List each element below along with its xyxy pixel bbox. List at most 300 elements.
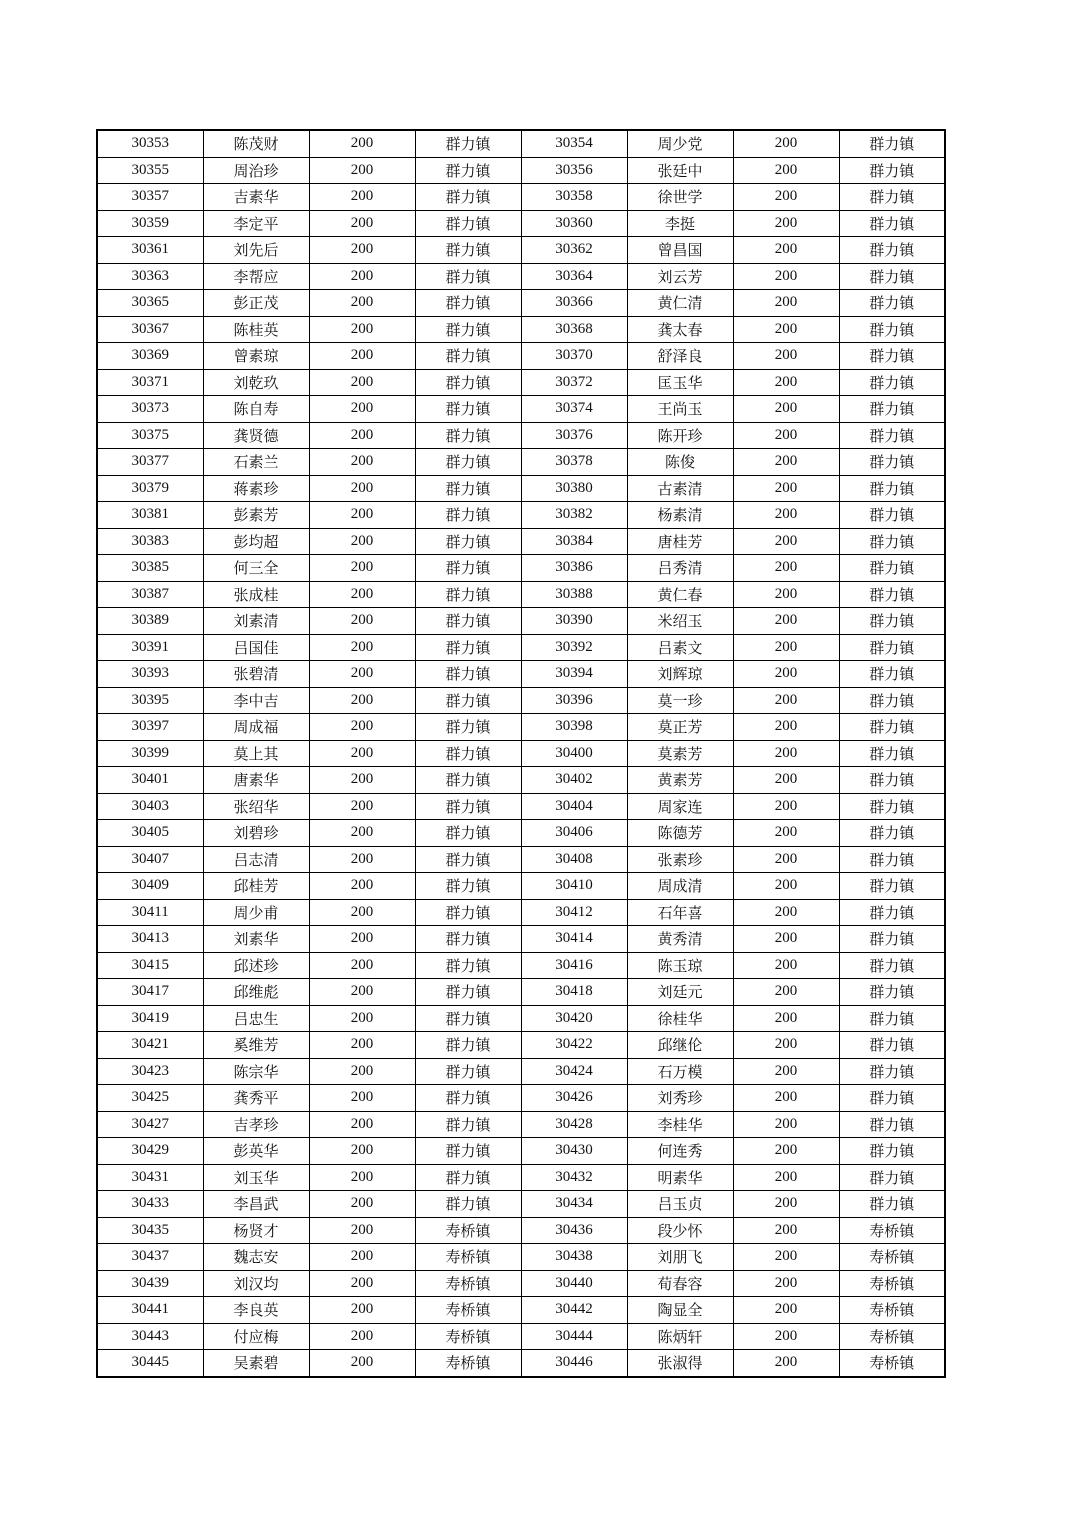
town-cell: 群力镇 [415, 184, 521, 211]
town-cell: 群力镇 [839, 157, 945, 184]
table-row [97, 157, 945, 184]
id-cell: 30376 [521, 422, 627, 449]
name-cell: 龚太春 [627, 316, 733, 343]
town-cell: 群力镇 [415, 316, 521, 343]
town-cell: 群力镇 [415, 1085, 521, 1112]
town-cell: 群力镇 [839, 1005, 945, 1032]
name-cell: 何三全 [203, 555, 309, 582]
name-cell: 莫上其 [203, 740, 309, 767]
name-cell: 曾昌国 [627, 237, 733, 264]
id-cell: 30364 [521, 263, 627, 290]
name-cell: 李良英 [203, 1297, 309, 1324]
amount-cell: 200 [733, 210, 839, 237]
amount-cell: 200 [309, 581, 415, 608]
table-row [97, 502, 945, 529]
id-cell: 30442 [521, 1297, 627, 1324]
amount-cell: 200 [733, 1111, 839, 1138]
amount-cell: 200 [733, 581, 839, 608]
amount-cell: 200 [733, 979, 839, 1006]
id-cell: 30404 [521, 793, 627, 820]
name-cell: 邱维彪 [203, 979, 309, 1006]
name-cell: 刘素华 [203, 926, 309, 953]
id-cell: 30443 [97, 1323, 203, 1350]
town-cell: 群力镇 [415, 1111, 521, 1138]
town-cell: 群力镇 [415, 1032, 521, 1059]
name-cell: 彭正茂 [203, 290, 309, 317]
table-row [97, 475, 945, 502]
id-cell: 30390 [521, 608, 627, 635]
town-cell: 群力镇 [415, 555, 521, 582]
id-cell: 30381 [97, 502, 203, 529]
name-cell: 段少怀 [627, 1217, 733, 1244]
table-row [97, 952, 945, 979]
amount-cell: 200 [309, 1270, 415, 1297]
name-cell: 李定平 [203, 210, 309, 237]
table-row [97, 449, 945, 476]
id-cell: 30405 [97, 820, 203, 847]
table-row [97, 1297, 945, 1324]
name-cell: 刘秀珍 [627, 1085, 733, 1112]
roster-table [96, 129, 946, 1378]
amount-cell: 200 [309, 926, 415, 953]
id-cell: 30428 [521, 1111, 627, 1138]
id-cell: 30445 [97, 1350, 203, 1377]
town-cell: 群力镇 [415, 873, 521, 900]
amount-cell: 200 [733, 475, 839, 502]
table-row [97, 820, 945, 847]
id-cell: 30383 [97, 528, 203, 555]
name-cell: 石素兰 [203, 449, 309, 476]
name-cell: 付应梅 [203, 1323, 309, 1350]
name-cell: 石万模 [627, 1058, 733, 1085]
table-row [97, 1085, 945, 1112]
amount-cell: 200 [309, 793, 415, 820]
id-cell: 30353 [97, 130, 203, 157]
name-cell: 曾素琼 [203, 343, 309, 370]
name-cell: 陈德芳 [627, 820, 733, 847]
name-cell: 刘玉华 [203, 1164, 309, 1191]
id-cell: 30436 [521, 1217, 627, 1244]
amount-cell: 200 [309, 1005, 415, 1032]
table-row [97, 873, 945, 900]
amount-cell: 200 [309, 1244, 415, 1271]
name-cell: 张廷中 [627, 157, 733, 184]
amount-cell: 200 [309, 343, 415, 370]
amount-cell: 200 [309, 1138, 415, 1165]
id-cell: 30439 [97, 1270, 203, 1297]
town-cell: 群力镇 [415, 157, 521, 184]
amount-cell: 200 [309, 316, 415, 343]
town-cell: 群力镇 [415, 661, 521, 688]
table-row [97, 1005, 945, 1032]
amount-cell: 200 [309, 661, 415, 688]
id-cell: 30394 [521, 661, 627, 688]
id-cell: 30403 [97, 793, 203, 820]
id-cell: 30444 [521, 1323, 627, 1350]
town-cell: 群力镇 [415, 528, 521, 555]
id-cell: 30430 [521, 1138, 627, 1165]
amount-cell: 200 [309, 290, 415, 317]
town-cell: 寿桥镇 [415, 1217, 521, 1244]
town-cell: 群力镇 [839, 714, 945, 741]
town-cell: 群力镇 [415, 634, 521, 661]
amount-cell: 200 [733, 184, 839, 211]
town-cell: 群力镇 [415, 1138, 521, 1165]
id-cell: 30387 [97, 581, 203, 608]
amount-cell: 200 [309, 846, 415, 873]
table-row [97, 581, 945, 608]
town-cell: 群力镇 [415, 1005, 521, 1032]
town-cell: 群力镇 [839, 1058, 945, 1085]
name-cell: 周少甫 [203, 899, 309, 926]
name-cell: 张素珍 [627, 846, 733, 873]
town-cell: 寿桥镇 [839, 1323, 945, 1350]
id-cell: 30438 [521, 1244, 627, 1271]
amount-cell: 200 [309, 210, 415, 237]
name-cell: 吕素文 [627, 634, 733, 661]
id-cell: 30426 [521, 1085, 627, 1112]
id-cell: 30421 [97, 1032, 203, 1059]
id-cell: 30388 [521, 581, 627, 608]
table-row [97, 263, 945, 290]
amount-cell: 200 [309, 714, 415, 741]
name-cell: 唐素华 [203, 767, 309, 794]
town-cell: 寿桥镇 [839, 1270, 945, 1297]
amount-cell: 200 [733, 1270, 839, 1297]
table-row [97, 687, 945, 714]
amount-cell: 200 [733, 926, 839, 953]
town-cell: 群力镇 [415, 237, 521, 264]
town-cell: 群力镇 [839, 1085, 945, 1112]
id-cell: 30431 [97, 1164, 203, 1191]
id-cell: 30357 [97, 184, 203, 211]
name-cell: 吕玉贞 [627, 1191, 733, 1218]
amount-cell: 200 [733, 316, 839, 343]
town-cell: 群力镇 [415, 369, 521, 396]
town-cell: 群力镇 [415, 1164, 521, 1191]
name-cell: 吕秀清 [627, 555, 733, 582]
town-cell: 寿桥镇 [415, 1297, 521, 1324]
name-cell: 张成桂 [203, 581, 309, 608]
id-cell: 30432 [521, 1164, 627, 1191]
town-cell: 群力镇 [415, 926, 521, 953]
name-cell: 吕国佳 [203, 634, 309, 661]
id-cell: 30408 [521, 846, 627, 873]
amount-cell: 200 [309, 422, 415, 449]
table-row [97, 740, 945, 767]
town-cell: 群力镇 [839, 926, 945, 953]
name-cell: 黄仁春 [627, 581, 733, 608]
amount-cell: 200 [733, 1297, 839, 1324]
name-cell: 刘汉均 [203, 1270, 309, 1297]
town-cell: 群力镇 [415, 846, 521, 873]
town-cell: 群力镇 [839, 846, 945, 873]
id-cell: 30393 [97, 661, 203, 688]
table-row [97, 555, 945, 582]
town-cell: 群力镇 [839, 1138, 945, 1165]
town-cell: 群力镇 [839, 767, 945, 794]
town-cell: 群力镇 [415, 449, 521, 476]
id-cell: 30363 [97, 263, 203, 290]
town-cell: 群力镇 [415, 714, 521, 741]
id-cell: 30406 [521, 820, 627, 847]
name-cell: 古素清 [627, 475, 733, 502]
id-cell: 30417 [97, 979, 203, 1006]
name-cell: 魏志安 [203, 1244, 309, 1271]
town-cell: 群力镇 [839, 130, 945, 157]
id-cell: 30402 [521, 767, 627, 794]
id-cell: 30422 [521, 1032, 627, 1059]
amount-cell: 200 [309, 1164, 415, 1191]
id-cell: 30365 [97, 290, 203, 317]
amount-cell: 200 [309, 449, 415, 476]
amount-cell: 200 [309, 608, 415, 635]
id-cell: 30440 [521, 1270, 627, 1297]
town-cell: 群力镇 [415, 899, 521, 926]
id-cell: 30427 [97, 1111, 203, 1138]
name-cell: 米绍玉 [627, 608, 733, 635]
amount-cell: 200 [309, 740, 415, 767]
name-cell: 周少党 [627, 130, 733, 157]
amount-cell: 200 [733, 873, 839, 900]
table-row [97, 1191, 945, 1218]
name-cell: 吕忠生 [203, 1005, 309, 1032]
town-cell: 群力镇 [839, 502, 945, 529]
table-row [97, 926, 945, 953]
town-cell: 群力镇 [415, 979, 521, 1006]
id-cell: 30441 [97, 1297, 203, 1324]
name-cell: 徐世学 [627, 184, 733, 211]
town-cell: 群力镇 [415, 422, 521, 449]
town-cell: 群力镇 [839, 316, 945, 343]
name-cell: 陈开珍 [627, 422, 733, 449]
table-row [97, 1111, 945, 1138]
table-row [97, 237, 945, 264]
amount-cell: 200 [309, 1191, 415, 1218]
amount-cell: 200 [309, 979, 415, 1006]
id-cell: 30370 [521, 343, 627, 370]
name-cell: 石年喜 [627, 899, 733, 926]
id-cell: 30410 [521, 873, 627, 900]
id-cell: 30359 [97, 210, 203, 237]
table-row [97, 184, 945, 211]
town-cell: 群力镇 [839, 449, 945, 476]
amount-cell: 200 [733, 661, 839, 688]
amount-cell: 200 [309, 1297, 415, 1324]
id-cell: 30423 [97, 1058, 203, 1085]
amount-cell: 200 [733, 555, 839, 582]
name-cell: 刘云芳 [627, 263, 733, 290]
id-cell: 30401 [97, 767, 203, 794]
amount-cell: 200 [309, 555, 415, 582]
table-row [97, 899, 945, 926]
id-cell: 30419 [97, 1005, 203, 1032]
town-cell: 群力镇 [839, 528, 945, 555]
amount-cell: 200 [309, 263, 415, 290]
table-row [97, 528, 945, 555]
amount-cell: 200 [309, 687, 415, 714]
table-row [97, 1270, 945, 1297]
town-cell: 寿桥镇 [415, 1323, 521, 1350]
name-cell: 李桂华 [627, 1111, 733, 1138]
town-cell: 群力镇 [415, 290, 521, 317]
id-cell: 30429 [97, 1138, 203, 1165]
id-cell: 30420 [521, 1005, 627, 1032]
amount-cell: 200 [733, 952, 839, 979]
id-cell: 30437 [97, 1244, 203, 1271]
id-cell: 30396 [521, 687, 627, 714]
id-cell: 30377 [97, 449, 203, 476]
town-cell: 群力镇 [839, 475, 945, 502]
town-cell: 寿桥镇 [839, 1217, 945, 1244]
town-cell: 群力镇 [415, 130, 521, 157]
table-row [97, 661, 945, 688]
amount-cell: 200 [733, 343, 839, 370]
town-cell: 寿桥镇 [839, 1244, 945, 1271]
amount-cell: 200 [733, 687, 839, 714]
amount-cell: 200 [309, 1323, 415, 1350]
table-row [97, 210, 945, 237]
name-cell: 王尚玉 [627, 396, 733, 423]
id-cell: 30392 [521, 634, 627, 661]
town-cell: 群力镇 [839, 422, 945, 449]
id-cell: 30373 [97, 396, 203, 423]
amount-cell: 200 [309, 820, 415, 847]
town-cell: 群力镇 [839, 263, 945, 290]
amount-cell: 200 [309, 767, 415, 794]
table-row [97, 1217, 945, 1244]
id-cell: 30424 [521, 1058, 627, 1085]
id-cell: 30361 [97, 237, 203, 264]
id-cell: 30412 [521, 899, 627, 926]
amount-cell: 200 [733, 1323, 839, 1350]
amount-cell: 200 [733, 1085, 839, 1112]
amount-cell: 200 [733, 130, 839, 157]
id-cell: 30409 [97, 873, 203, 900]
town-cell: 群力镇 [839, 396, 945, 423]
town-cell: 群力镇 [415, 608, 521, 635]
id-cell: 30369 [97, 343, 203, 370]
name-cell: 彭均超 [203, 528, 309, 555]
name-cell: 张碧清 [203, 661, 309, 688]
town-cell: 群力镇 [415, 687, 521, 714]
name-cell: 何连秀 [627, 1138, 733, 1165]
table-row [97, 369, 945, 396]
town-cell: 群力镇 [839, 899, 945, 926]
amount-cell: 200 [733, 1005, 839, 1032]
town-cell: 寿桥镇 [415, 1244, 521, 1271]
town-cell: 寿桥镇 [839, 1350, 945, 1377]
name-cell: 奚维芳 [203, 1032, 309, 1059]
amount-cell: 200 [733, 528, 839, 555]
name-cell: 刘先后 [203, 237, 309, 264]
amount-cell: 200 [733, 237, 839, 264]
id-cell: 30374 [521, 396, 627, 423]
id-cell: 30366 [521, 290, 627, 317]
name-cell: 龚秀平 [203, 1085, 309, 1112]
amount-cell: 200 [733, 793, 839, 820]
table-row [97, 422, 945, 449]
name-cell: 刘辉琼 [627, 661, 733, 688]
amount-cell: 200 [309, 899, 415, 926]
town-cell: 群力镇 [839, 873, 945, 900]
town-cell: 群力镇 [839, 555, 945, 582]
table-row [97, 1058, 945, 1085]
amount-cell: 200 [733, 502, 839, 529]
town-cell: 群力镇 [839, 608, 945, 635]
id-cell: 30379 [97, 475, 203, 502]
town-cell: 群力镇 [839, 237, 945, 264]
id-cell: 30372 [521, 369, 627, 396]
id-cell: 30413 [97, 926, 203, 953]
amount-cell: 200 [733, 767, 839, 794]
id-cell: 30355 [97, 157, 203, 184]
table-row [97, 396, 945, 423]
id-cell: 30362 [521, 237, 627, 264]
name-cell: 黄素芳 [627, 767, 733, 794]
name-cell: 周成福 [203, 714, 309, 741]
id-cell: 30378 [521, 449, 627, 476]
town-cell: 群力镇 [415, 502, 521, 529]
name-cell: 黄仁清 [627, 290, 733, 317]
id-cell: 30399 [97, 740, 203, 767]
name-cell: 李中吉 [203, 687, 309, 714]
name-cell: 陈茂财 [203, 130, 309, 157]
town-cell: 群力镇 [415, 820, 521, 847]
amount-cell: 200 [733, 740, 839, 767]
town-cell: 群力镇 [839, 820, 945, 847]
amount-cell: 200 [309, 237, 415, 264]
amount-cell: 200 [309, 157, 415, 184]
amount-cell: 200 [309, 952, 415, 979]
amount-cell: 200 [733, 263, 839, 290]
id-cell: 30371 [97, 369, 203, 396]
table-row [97, 130, 945, 157]
amount-cell: 200 [309, 396, 415, 423]
name-cell: 陈俊 [627, 449, 733, 476]
table-row [97, 714, 945, 741]
town-cell: 寿桥镇 [415, 1270, 521, 1297]
table-row [97, 1138, 945, 1165]
name-cell: 匡玉华 [627, 369, 733, 396]
name-cell: 黄秀清 [627, 926, 733, 953]
name-cell: 徐桂华 [627, 1005, 733, 1032]
table-row [97, 290, 945, 317]
amount-cell: 200 [309, 1058, 415, 1085]
town-cell: 群力镇 [415, 1058, 521, 1085]
name-cell: 邱述珍 [203, 952, 309, 979]
name-cell: 明素华 [627, 1164, 733, 1191]
name-cell: 邱继伦 [627, 1032, 733, 1059]
name-cell: 陈自寿 [203, 396, 309, 423]
amount-cell: 200 [733, 369, 839, 396]
town-cell: 群力镇 [415, 263, 521, 290]
town-cell: 群力镇 [415, 793, 521, 820]
id-cell: 30367 [97, 316, 203, 343]
id-cell: 30400 [521, 740, 627, 767]
amount-cell: 200 [733, 634, 839, 661]
name-cell: 莫一珍 [627, 687, 733, 714]
town-cell: 群力镇 [839, 661, 945, 688]
id-cell: 30386 [521, 555, 627, 582]
id-cell: 30385 [97, 555, 203, 582]
name-cell: 吕志清 [203, 846, 309, 873]
amount-cell: 200 [733, 1244, 839, 1271]
id-cell: 30395 [97, 687, 203, 714]
amount-cell: 200 [309, 502, 415, 529]
amount-cell: 200 [733, 449, 839, 476]
name-cell: 刘碧珍 [203, 820, 309, 847]
